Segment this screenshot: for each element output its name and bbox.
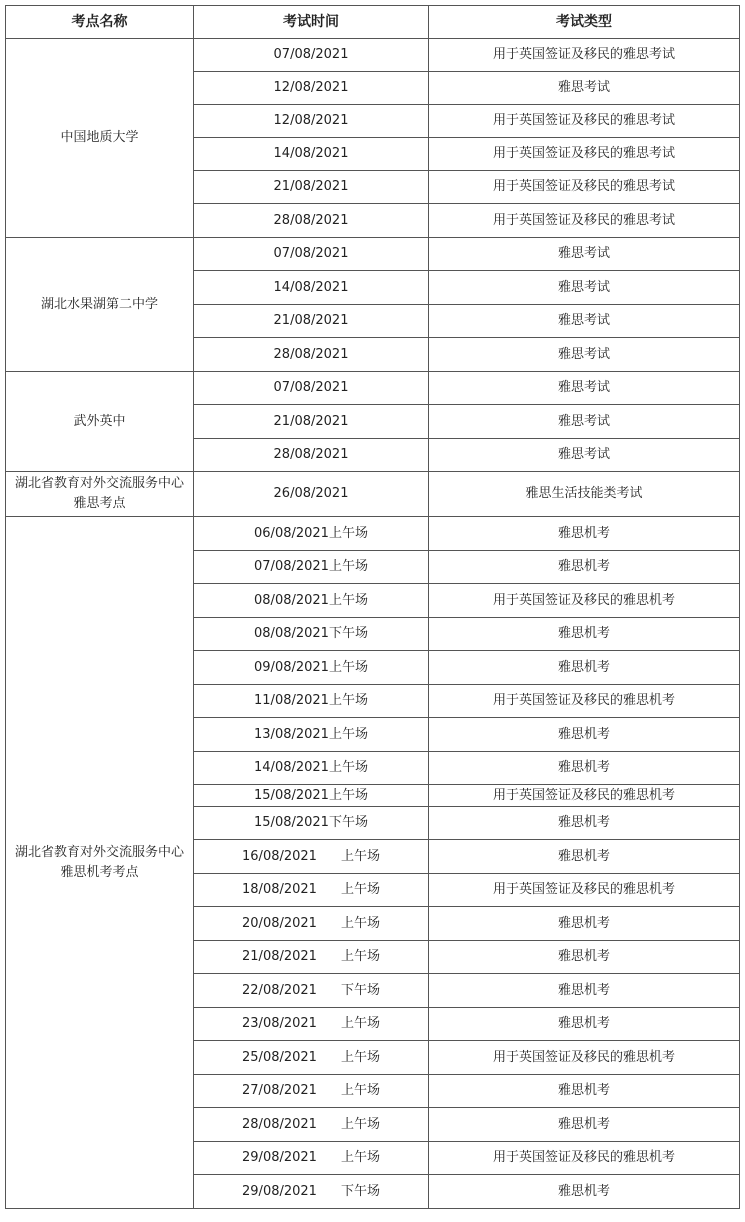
exam-date-cell bbox=[194, 238, 429, 271]
exam-session: 上午场 bbox=[340, 848, 380, 864]
exam-type: 用于英国签证及移民的雅思机考 bbox=[429, 1041, 740, 1075]
exam-date-cell bbox=[194, 105, 429, 138]
exam-type: 雅思机考 bbox=[429, 840, 740, 874]
exam-date-cell bbox=[194, 271, 429, 305]
exam-session: 下午场 bbox=[340, 1183, 380, 1199]
venue-name: 湖北省教育对外交流服务中心雅思考点 bbox=[6, 472, 194, 517]
exam-type: 雅思机考 bbox=[429, 1008, 740, 1041]
exam-date: 14/08/2021 bbox=[254, 760, 329, 775]
exam-date-cell bbox=[194, 517, 429, 551]
exam-date: 09/08/2021 bbox=[254, 659, 329, 675]
exam-date: 21/08/2021 bbox=[273, 179, 349, 194]
table-row bbox=[6, 472, 740, 517]
exam-type: 雅思考试 bbox=[429, 72, 740, 105]
exam-type: 用于英国签证及移民的雅思机考 bbox=[429, 685, 740, 718]
exam-session: 上午场 bbox=[340, 1083, 380, 1098]
exam-session: 上午场 bbox=[340, 949, 380, 964]
exam-date-cell bbox=[194, 618, 429, 651]
exam-type: 雅思机考 bbox=[429, 974, 740, 1008]
exam-session: 下午场 bbox=[328, 815, 368, 830]
exam-session: 上午场 bbox=[340, 1116, 380, 1132]
exam-date-cell bbox=[194, 204, 429, 238]
exam-date: 28/08/2021 bbox=[242, 1116, 317, 1132]
exam-type: 用于英国签证及移民的雅思考试 bbox=[429, 171, 740, 204]
exam-type: 用于英国签证及移民的雅思机考 bbox=[429, 785, 740, 807]
exam-date-cell bbox=[194, 1142, 429, 1175]
exam-session: 上午场 bbox=[340, 1016, 380, 1031]
exam-date-cell bbox=[194, 1108, 429, 1142]
exam-date: 06/08/2021 bbox=[254, 525, 329, 541]
table-row bbox=[6, 517, 740, 551]
exam-type: 雅思考试 bbox=[429, 372, 740, 405]
exam-session: 上午场 bbox=[328, 559, 368, 574]
exam-date: 28/08/2021 bbox=[273, 212, 349, 228]
exam-date-cell bbox=[194, 685, 429, 718]
exam-session: 上午场 bbox=[340, 882, 380, 897]
exam-date: 29/08/2021 bbox=[242, 1183, 317, 1199]
exam-session: 上午场 bbox=[328, 592, 368, 608]
exam-date: 07/08/2021 bbox=[273, 380, 349, 395]
exam-date: 12/08/2021 bbox=[273, 80, 349, 95]
exam-date: 07/08/2021 bbox=[273, 246, 349, 261]
exam-date: 08/08/2021 bbox=[254, 592, 329, 608]
header-type: 考试类型 bbox=[429, 6, 740, 39]
exam-date-cell bbox=[194, 1175, 429, 1209]
exam-date: 12/08/2021 bbox=[273, 113, 349, 128]
exam-date: 21/08/2021 bbox=[273, 413, 349, 429]
exam-type: 用于英国签证及移民的雅思考试 bbox=[429, 39, 740, 72]
exam-date-cell bbox=[194, 439, 429, 472]
exam-type: 雅思生活技能类考试 bbox=[429, 472, 740, 517]
exam-type: 雅思机考 bbox=[429, 551, 740, 584]
exam-date-cell bbox=[194, 941, 429, 974]
exam-date-cell bbox=[194, 1008, 429, 1041]
header-row bbox=[6, 6, 740, 39]
exam-session: 上午场 bbox=[328, 787, 368, 803]
exam-date-cell bbox=[194, 752, 429, 785]
header-venue: 考点名称 bbox=[6, 6, 194, 39]
exam-type: 雅思机考 bbox=[429, 618, 740, 651]
exam-date: 13/08/2021 bbox=[254, 726, 329, 742]
exam-date-cell bbox=[194, 472, 429, 517]
exam-type: 雅思机考 bbox=[429, 907, 740, 941]
exam-type: 用于英国签证及移民的雅思机考 bbox=[429, 584, 740, 618]
exam-type: 雅思考试 bbox=[429, 271, 740, 305]
exam-date-cell bbox=[194, 907, 429, 941]
exam-date: 07/08/2021 bbox=[273, 47, 349, 62]
exam-session: 上午场 bbox=[328, 525, 368, 541]
exam-date: 25/08/2021 bbox=[242, 1049, 317, 1065]
exam-type: 雅思机考 bbox=[429, 807, 740, 840]
exam-date-cell bbox=[194, 72, 429, 105]
exam-type: 雅思机考 bbox=[429, 651, 740, 685]
table-row bbox=[6, 238, 740, 271]
exam-type: 雅思机考 bbox=[429, 1175, 740, 1209]
header-date: 考试时间 bbox=[194, 6, 429, 39]
exam-type: 雅思考试 bbox=[429, 238, 740, 271]
exam-date-cell bbox=[194, 338, 429, 372]
exam-type: 雅思考试 bbox=[429, 305, 740, 338]
exam-date-cell bbox=[194, 138, 429, 171]
exam-session: 上午场 bbox=[340, 915, 380, 931]
exam-date-cell bbox=[194, 405, 429, 439]
exam-type: 雅思考试 bbox=[429, 439, 740, 472]
exam-date: 21/08/2021 bbox=[242, 949, 317, 964]
exam-type: 用于英国签证及移民的雅思考试 bbox=[429, 105, 740, 138]
exam-date-cell bbox=[194, 372, 429, 405]
exam-type: 雅思机考 bbox=[429, 752, 740, 785]
exam-date-cell bbox=[194, 1075, 429, 1108]
exam-date-cell bbox=[194, 718, 429, 752]
exam-date: 28/08/2021 bbox=[273, 346, 349, 362]
exam-date: 20/08/2021 bbox=[242, 915, 317, 931]
exam-date-cell bbox=[194, 39, 429, 72]
venue-name: 武外英中 bbox=[6, 372, 194, 472]
venue-name: 湖北水果湖第二中学 bbox=[6, 238, 194, 372]
exam-date-cell bbox=[194, 807, 429, 840]
exam-type: 雅思机考 bbox=[429, 1108, 740, 1142]
exam-session: 上午场 bbox=[340, 1049, 380, 1065]
exam-session: 下午场 bbox=[340, 982, 380, 998]
exam-date: 16/08/2021 bbox=[242, 848, 317, 864]
exam-session: 上午场 bbox=[328, 693, 368, 708]
exam-type: 用于英国签证及移民的雅思机考 bbox=[429, 1142, 740, 1175]
exam-date: 15/08/2021 bbox=[254, 815, 329, 830]
exam-date: 28/08/2021 bbox=[273, 447, 349, 462]
exam-date: 27/08/2021 bbox=[242, 1083, 317, 1098]
exam-date-cell bbox=[194, 651, 429, 685]
schedule-body bbox=[6, 39, 740, 1209]
exam-date: 22/08/2021 bbox=[242, 982, 317, 998]
exam-session: 上午场 bbox=[328, 726, 368, 742]
exam-type: 用于英国签证及移民的雅思考试 bbox=[429, 204, 740, 238]
exam-date-cell bbox=[194, 584, 429, 618]
exam-type: 雅思考试 bbox=[429, 405, 740, 439]
exam-date-cell bbox=[194, 305, 429, 338]
exam-type: 雅思机考 bbox=[429, 718, 740, 752]
exam-schedule-table bbox=[5, 5, 740, 1209]
exam-date-cell bbox=[194, 840, 429, 874]
exam-session: 上午场 bbox=[328, 659, 368, 675]
exam-type: 用于英国签证及移民的雅思机考 bbox=[429, 874, 740, 907]
exam-session: 下午场 bbox=[328, 626, 368, 641]
exam-type: 用于英国签证及移民的雅思考试 bbox=[429, 138, 740, 171]
exam-type: 雅思机考 bbox=[429, 941, 740, 974]
exam-date-cell bbox=[194, 171, 429, 204]
exam-type: 雅思考试 bbox=[429, 338, 740, 372]
exam-date: 07/08/2021 bbox=[254, 559, 329, 574]
venue-name: 中国地质大学 bbox=[6, 39, 194, 238]
exam-date: 08/08/2021 bbox=[254, 626, 329, 641]
exam-session: 上午场 bbox=[328, 760, 368, 775]
exam-date-cell bbox=[194, 785, 429, 807]
table-row bbox=[6, 372, 740, 405]
exam-date-cell bbox=[194, 874, 429, 907]
exam-date: 29/08/2021 bbox=[242, 1150, 317, 1165]
exam-date: 15/08/2021 bbox=[254, 787, 329, 803]
exam-date-cell bbox=[194, 1041, 429, 1075]
exam-date: 26/08/2021 bbox=[273, 486, 349, 501]
venue-name: 湖北省教育对外交流服务中心雅思机考考点 bbox=[6, 517, 194, 1209]
exam-date: 21/08/2021 bbox=[273, 313, 349, 328]
exam-date-cell bbox=[194, 551, 429, 584]
exam-date: 14/08/2021 bbox=[273, 146, 349, 161]
exam-type: 雅思机考 bbox=[429, 517, 740, 551]
exam-date: 23/08/2021 bbox=[242, 1016, 317, 1031]
exam-session: 上午场 bbox=[340, 1150, 380, 1165]
exam-date: 14/08/2021 bbox=[273, 279, 349, 295]
table-row bbox=[6, 39, 740, 72]
exam-date-cell bbox=[194, 974, 429, 1008]
exam-date: 11/08/2021 bbox=[254, 693, 329, 708]
exam-type: 雅思机考 bbox=[429, 1075, 740, 1108]
exam-date: 18/08/2021 bbox=[242, 882, 317, 897]
